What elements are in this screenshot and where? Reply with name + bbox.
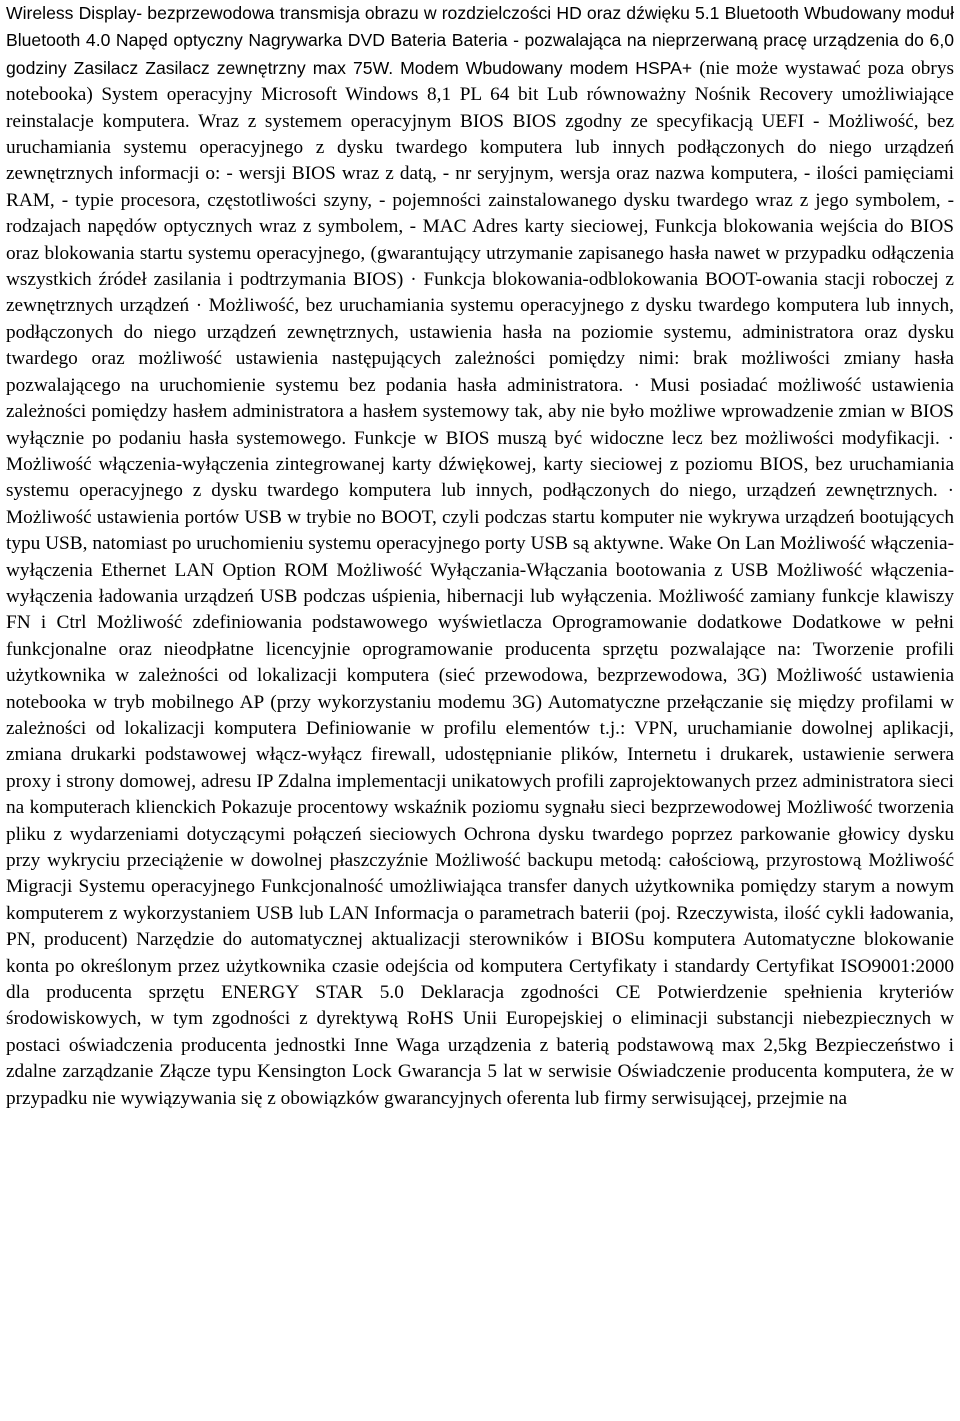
text-segment-bios: Wraz z systemem operacyjnym BIOS BIOS zgodny ze specyfikacją UEFI - Możliwość, bez uruchamiania systemu operacyjnego z dysku twardego komputera lub innych podłączonych do niego urządzeń zewnętrznych informacji o: - wersji BIOS wraz z datą, - nr seryjnym, wersja oraz nazwa komputera, - ilości pamięciami RAM, - typie procesora, częstotliwości szyny, - pojemności zainstalowanego dysku twardego wraz z jego symbolem, - rodzajach napędów optycznych wraz z symbolem, - MAC Adres karty sieciowej, Funkcja blokowania wejścia do BIOS oraz blokowania startu systemu operacyjnego, (gwarantujący utrzymanie zapisanego hasła nawet w przypadku odłączenia wszystkich źródeł zasilania i podtrzymania BIOS) · Funkcja blokowania-odblokowania BOOT-owania stacji roboczej z zewnętrznych urządzeń · Możliwość, bez uruchamiania systemu operacyjnego z dysku twardego komputera lub innych, podłączonych do niego urządzeń zewnętrznych, ustawienia hasła na poziomie systemu, administratora oraz dysku twardego oraz możliwość ustawienia następujących zależności pomiędzy nimi: brak możliwości zmiany hasła pozwalającego na uruchomienie systemu bez podania hasła administratora. · Musi posiadać możliwość ustawienia zależności pomiędzy hasłem administratora a hasłem systemowy tak, aby nie było możliwe wprowadzenie zmian w BIOS wyłącznie po podaniu hasła systemowego. Funkcje w BIOS muszą być widoczne lecz bez możliwości modyfikacji. · Możliwość włączenia-wyłączenia zintegrowanej karty dźwiękowej, karty sieciowej z poziomu BIOS, bez uruchamiania systemu operacyjnego z dysku twardego komputera lub innych, podłączonych do niego, urządzeń zewnętrznych. · Możliwość ustawienia portów USB w trybie no BOOT, czyli podczas startu komputer nie wykrywa urządzeń bootujących typu USB, natomiast po uruchomieniu systemu operacyjnego porty USB są aktywne. Wake On Lan Możliwość włączenia-wyłączenia Ethernet LAN Option ROM Możliwość Wyłączania-Włączania bootowania z USB Możliwość włączenia-wyłączenia ładowania urządzeń USB podczas uśpienia, hibernacji lub wyłączenia. Możliwość zamiany funkcje klawiszy FN i Ctrl Możliwość zdefiniowania podstawowego wyświetlacza Oprogramowanie dodatkowe Dodatkowe w pełni funkcjonalne oraz nieodpłatne licencyjnie oprogramowanie producenta sprzętu pozwalające na: Tworzenie profili użytkownika w zależności od lokalizacji komputera (sieć przewodowa, bezprzewodowa, 3G) Możliwość ustawienia notebooka w tryb mobilnego AP (przy wykorzystaniu modemu 3G) Automatyczne przełączanie się między profilami w zależności od lokalizacji komputera Definiowanie w profilu elementów t.j.: VPN, uruchamianie dowolnej aplikacji, zmiana drukarki podstawowej włącz-wyłącz firewall, udostępnianie plików, Internetu i drukarek, ustawienie serwera proxy i strony domowej, adresu IP Zdalna implementacji unikatowych profili zaprojektowanych przez administratora sieci na komputerach klienckich Pokazuje procentowy wskaźnik poziomu sygnału sieci bezprzewodowej Możliwość tworzenia pliku z wydarzeniami dotyczącymi połączeń sieciowych Ochrona dysku twardego poprzez parkowanie głowicy dysku przy wykryciu przeciążenie w dowolnej płaszczyźnie Możliwość backupu metodą: całościową, przyrostową Możliwość Migracji Systemu operacyjnego Funkcjonalność umożliwiająca transfer danych użytkownika pomiędzy starym a nowym komputerem z wykorzystaniem USB lub LAN Informacja o parametrach baterii (poj. Rzeczywista, ilość cykli ładowania, PN, producent) Narzędzie do automatycznej aktualizacji sterowników i BIOSu komputera Automatyczne blokowanie konta po określonym przez użytkownika czasie odejścia od komputera Certyfikaty i standardy Certyfikat ISO9001:2000 dla producenta sprzętu ENERGY STAR 5.0 Deklaracja zgodności CE Potwierdzenie spełnienia kryteriów środowiskowych, w tym zgodności z dyrektywą RoHS Unii Europejskiej o eliminacji substancji niebezpiecznych w postaci oświadczenia producenta jednostki Inne Waga urządzenia z baterią podstawową max 2,5kg Bezpieczeństwo i zdalne zarządzanie Złącze typu Kensington Lock Gwarancja 5 lat w serwisie Oświadczenie producenta komputera, że w przypadku nie wywiązywania się z obowiązków gwarancyjnych oferenta lub firmy serwisującej, przejmie na: [6, 110, 954, 1109]
document-body-text: [6, 0, 954, 1112]
text-segment-intro: Wireless Display- bezprzewodowa transmisja obrazu w rozdzielczości HD oraz dźwięku 5.1 Bluetooth Wbudowany moduł Bluetooth 4.0 Napęd optyczny Nagrywarka DVD Bateria Bateria - pozwalająca na nieprzerwaną pracę urządzenia do 6,0 godziny Zasilacz Zasilacz zewnętrzny max 75W. Modem Wbudowany modem HSPA+: [6, 3, 954, 78]
text-segment-os: (nie może wystawać poza obrys notebooka) System operacyjny Microsoft Windows 8,1 PL 64 bit Lub równoważny Nośnik Recovery umożliwiające reinstalacje komputera.: [6, 57, 954, 132]
